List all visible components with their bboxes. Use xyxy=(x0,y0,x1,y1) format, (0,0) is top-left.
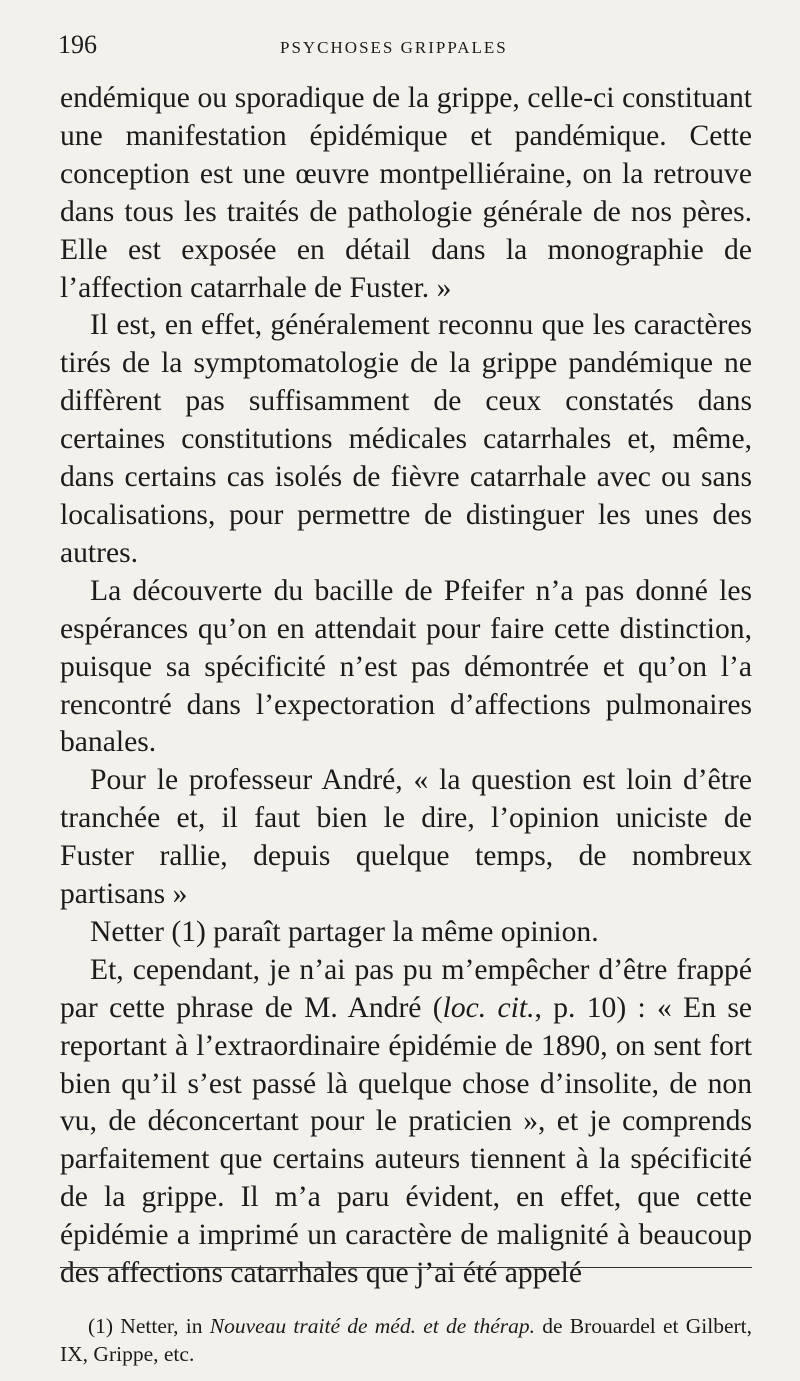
page-header xyxy=(58,30,752,70)
running-head: PSYCHOSES GRIPPALES xyxy=(280,38,508,57)
footnote-title: Nouveau traité de méd. et de thérap. xyxy=(209,1313,535,1338)
citation-loc-cit: loc. cit. xyxy=(442,991,535,1024)
paragraph-2: Il est, en effet, généralement reconnu que les caractères tirés de la symptomatologie de la grippe pandémique ne diffèrent pas suffisamment de ceux constatés dans certaines constitutions médicales catarrhales et, même, dans certains cas isolés de fièvre catarrhale avec ou sans localisations, pour permettre de distinguer les unes des autres. xyxy=(60,309,752,569)
footnote xyxy=(60,1312,752,1368)
paragraph-6-text-end: , p. 10) : « En se reportant à l’extraordinaire épidémie de 1890, on sent fort bien qu’il s’est passé là quelque chose d’insolite, de non vu, de déconcertant pour le praticien », et je comprends parfaitement que certains auteurs tiennent à la spécificité de la grippe. Il m’a paru évident, en effet, que cette épidémie a imprimé un caractère de malignité à beaucoup des affections catarrhales que j’ai été appelé xyxy=(60,991,752,1290)
paragraph-4: Pour le professeur André, « la question est loin d’être tranchée et, il faut bien le dire, l’opinion uniciste de Fuster rallie, depuis quelque temps, de nombreux partisans » xyxy=(60,764,752,911)
paragraph-6-text-start: Et, cependant, je n’ai pas pu m’empêcher d’être frappé par cette phrase de M. André ( xyxy=(60,953,752,1024)
paragraph-5: Netter (1) paraît partager la même opinion. xyxy=(90,915,599,948)
paragraph-3: La découverte du bacille de Pfeifer n’a pas donné les espérances qu’on en attendait pour faire cette distinction, puisque sa spécificité n’est pas démontrée et qu’on l’a rencontré dans l’expectoration d’affections pulmonaires banales. xyxy=(60,574,752,759)
footnote-divider xyxy=(60,1267,752,1268)
footnote-start: (1) Netter, in xyxy=(88,1313,210,1338)
paragraph-6 xyxy=(60,952,752,1293)
page-number: 196 xyxy=(58,30,97,59)
footnote-end: de Brouardel et Gilbert, IX, Grippe, etc. xyxy=(60,1313,753,1366)
paragraph-1: endémique ou sporadique de la grippe, celle-ci constituant une manifestation épidémique et pandémique. Cette conception est une œuvre montpelliéraine, on la retrouve dans tous les traités de pathologie générale de nos pères. Elle est exposée en détail dans la monographie de l’affection catarrhale de Fuster. » xyxy=(60,82,752,304)
body-text xyxy=(60,80,752,1293)
